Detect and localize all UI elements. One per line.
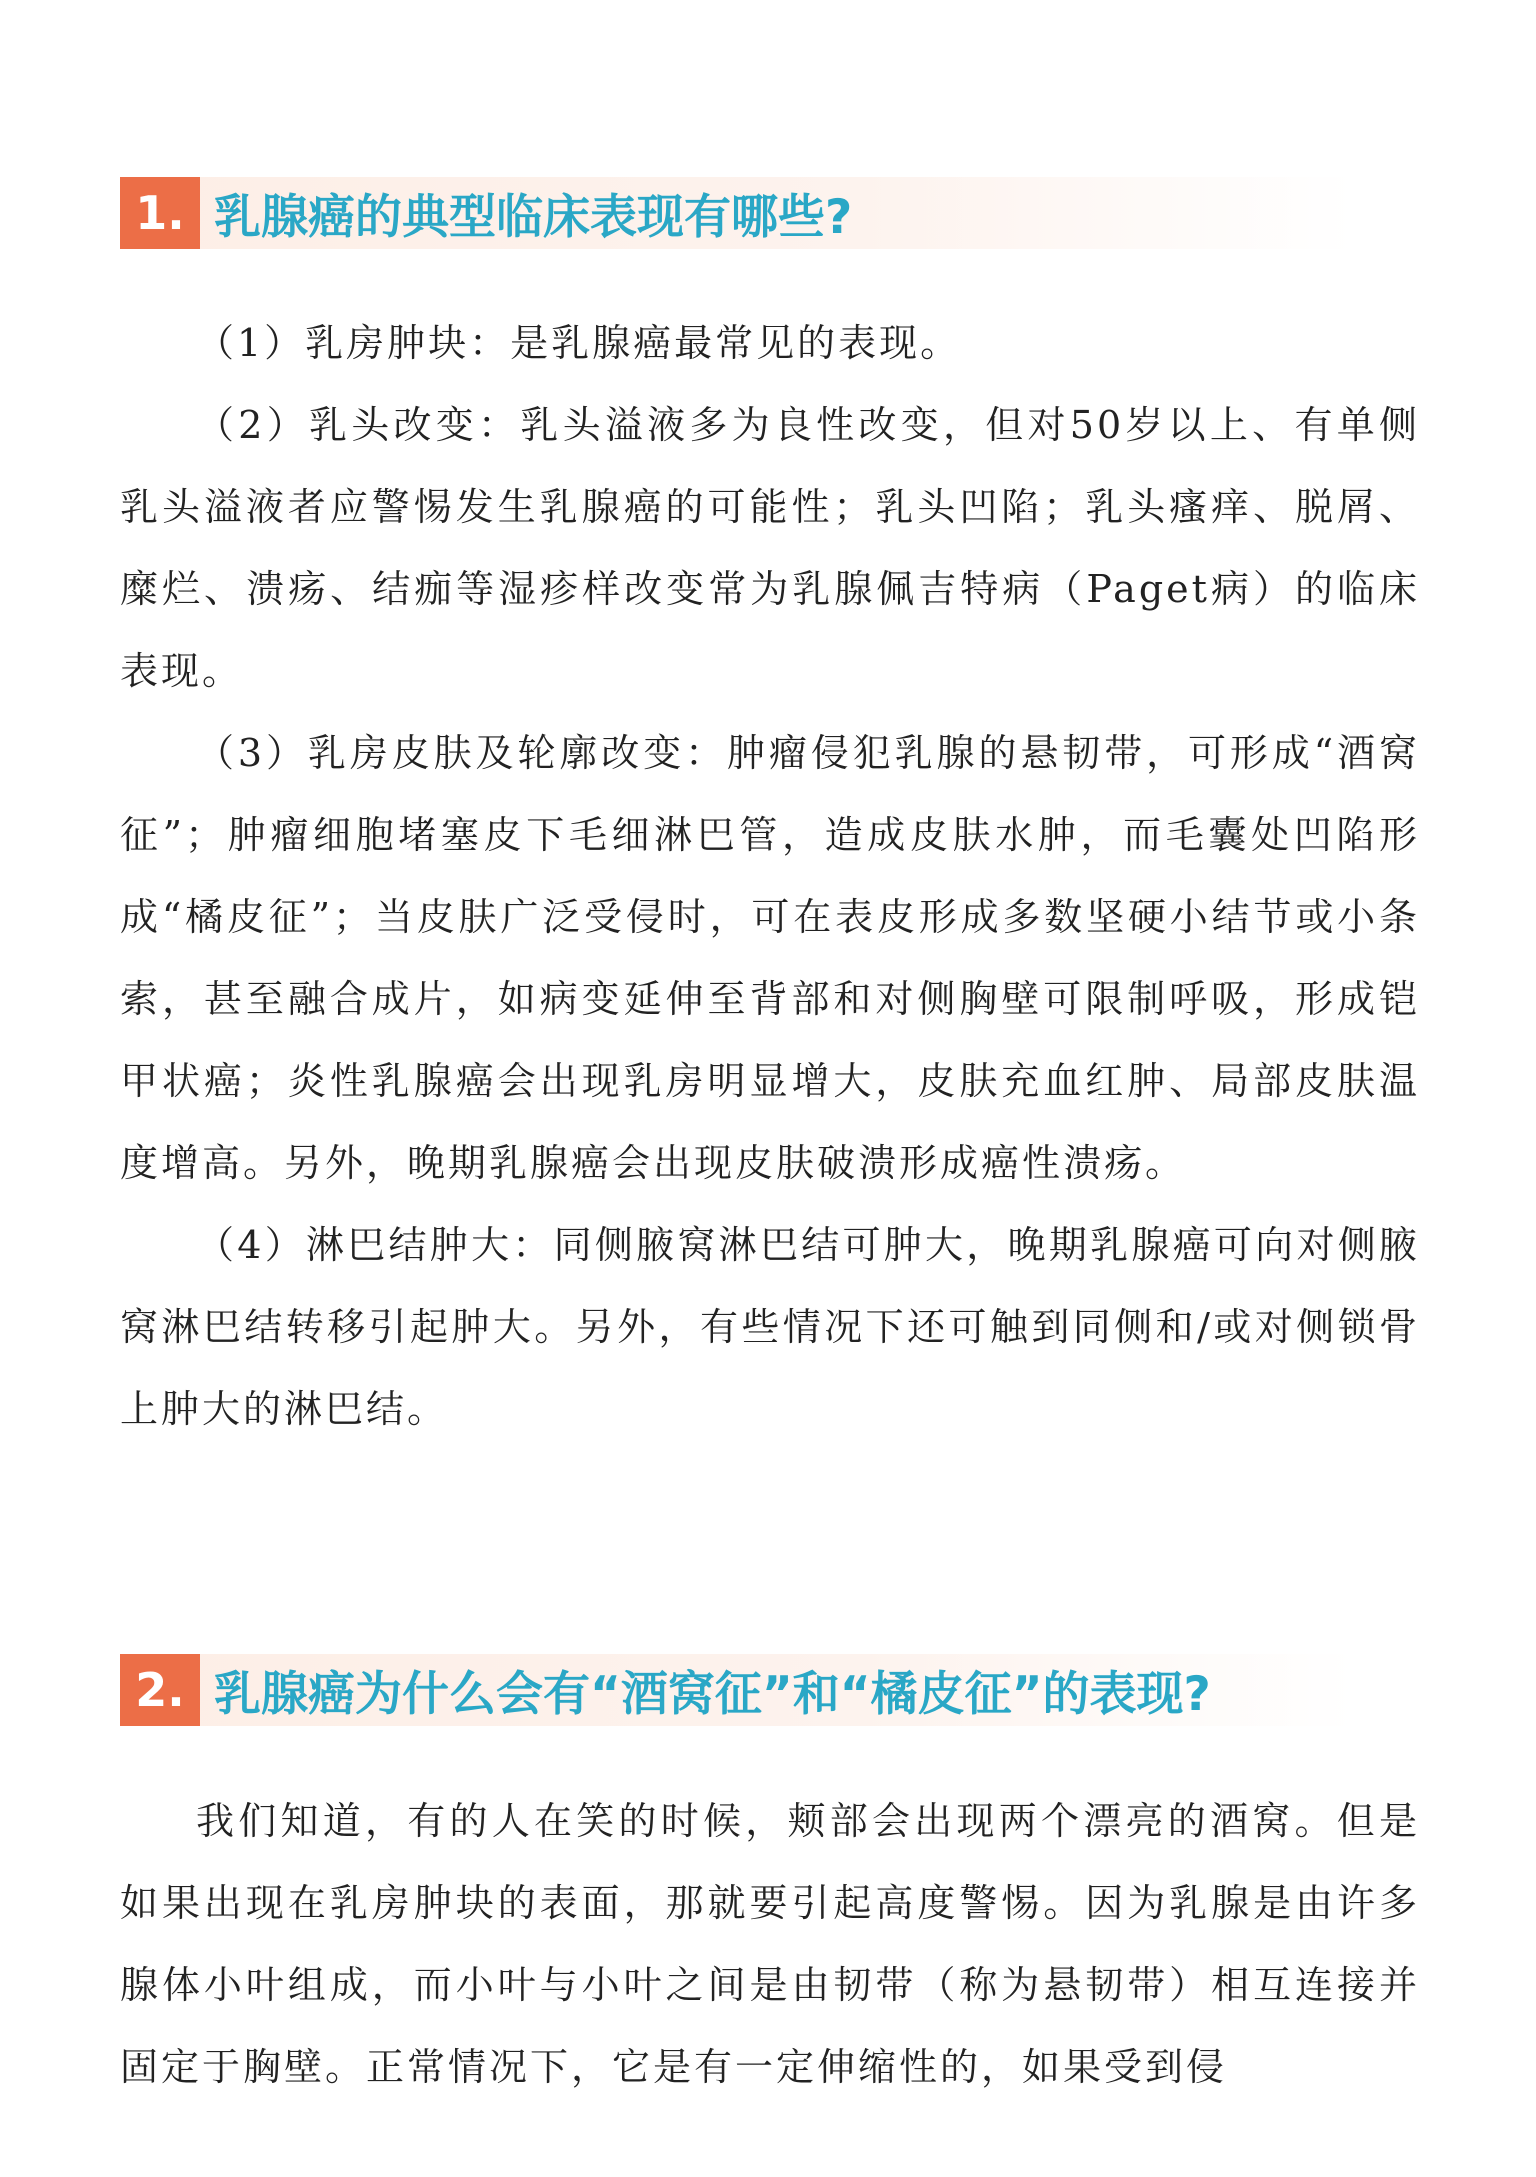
section-1-number: 1. (120, 177, 200, 249)
section-1-paragraph-4: （4）淋巴结肿大：同侧腋窝淋巴结可肿大，晚期乳腺癌可向对侧腋窝淋巴结转移引起肿大。另外，有些情况下还可触到同侧和/或对侧锁骨上肿大的淋巴结。 (120, 1223, 1420, 1431)
section-1-header (120, 177, 1355, 249)
section-2-header (120, 1654, 1355, 1726)
section-2-number: 2. (120, 1654, 200, 1726)
section-1-paragraph-1: （1）乳房肿块：是乳腺癌最常见的表现。 (196, 321, 962, 365)
section-1-paragraph-3: （3）乳房皮肤及轮廓改变：肿瘤侵犯乳腺的悬韧带，可形成“酒窝征”；肿瘤细胞堵塞皮下毛细淋巴管，造成皮肤水肿，而毛囊处凹陷形成“橘皮征”；当皮肤广泛受侵时，可在表皮形成多数坚硬小结节或小条索，甚至融合成片，如病变延伸至背部和对侧胸壁可限制呼吸，形成铠甲状癌；炎性乳腺癌会出现乳房明显增大，皮肤充血红肿、局部皮肤温度增高。另外，晚期乳腺癌会出现皮肤破溃形成癌性溃疡。 (120, 731, 1420, 1185)
section-2-title: 乳腺癌为什么会有“酒窝征”和“橘皮征”的表现? (214, 1666, 1211, 1722)
section-2-paragraph-1: 我们知道，有的人在笑的时候，颊部会出现两个漂亮的酒窝。但是如果出现在乳房肿块的表面，那就要引起高度警惕。因为乳腺是由许多腺体小叶组成，而小叶与小叶之间是由韧带（称为悬韧带）相互连接并固定于胸壁。正常情况下，它是有一定伸缩性的，如果受到侵 (120, 1799, 1420, 2089)
section-1-title: 乳腺癌的典型临床表现有哪些? (214, 189, 853, 245)
section-1-body (120, 302, 1420, 1450)
section-1-paragraph-2: （2）乳头改变：乳头溢液多为良性改变，但对50岁以上、有单侧乳头溢液者应警惕发生乳腺癌的可能性；乳头凹陷；乳头瘙痒、脱屑、糜烂、溃疡、结痂等湿疹样改变常为乳腺佩吉特病（Paget病）的临床表现。 (120, 403, 1420, 693)
section-2-body (120, 1780, 1420, 2108)
